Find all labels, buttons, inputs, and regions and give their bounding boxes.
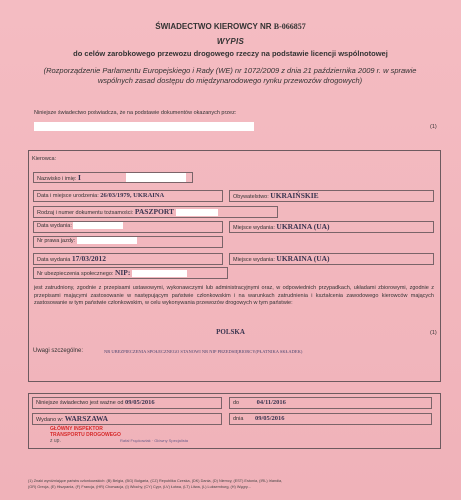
valid-from-row: [32, 397, 222, 409]
issued-place-label: Wydano w:: [36, 417, 64, 423]
redacted-company: [34, 122, 254, 131]
redacted-nip: [132, 270, 187, 277]
valid-from-label: Niniejsze świadectwo jest ważne od: [36, 400, 124, 406]
license-number-label: Nr prawa jazdy:: [37, 238, 76, 244]
driver-name-label: Nazwisko i imię:: [37, 176, 77, 182]
valid-to-value: 04/11/2016: [256, 399, 286, 406]
stamp-line-1: GŁÓWNY INSPEKTOR: [50, 426, 103, 432]
issued-date-label: dnia: [233, 416, 244, 422]
nationality-row: [229, 190, 434, 202]
title-text: ŚWIADECTWO KIEROWCY NR: [155, 22, 272, 31]
remarks-label: Uwagi szczególne:: [33, 348, 84, 354]
redacted-driver-name: [126, 173, 186, 182]
license-place-value: UKRAINA (UA): [276, 254, 330, 263]
identity-doc-value: PASZPORT: [134, 207, 175, 216]
doc-issue-place-value: UKRAINA (UA): [276, 222, 330, 231]
driver-section-box: [28, 150, 441, 382]
identity-doc-label: Rodzaj i numer dokumentu tożsamości:: [37, 210, 134, 216]
doc-issue-label: Data wydania:: [37, 223, 72, 229]
certify-text: Niniejsze świadectwo poświadcza, że na podstawie dokumentów okazanych przez:: [34, 110, 237, 116]
doc-issue-place-label: Miejsce wydania:: [233, 225, 275, 231]
regulation-reference: (Rozporządzenie Parlamentu Europejskiego i Rady (WE) nr 1072/2009 z dnia 21 października 2009 r. w sprawie wspólnych zasad dostępu do międzynarodowego rynku przewozów drogowych): [43, 66, 417, 85]
birth-value: 26/03/1979, UKRAINA: [100, 192, 165, 199]
issued-date-row: [229, 413, 432, 425]
insurance-value: NIP:: [114, 268, 131, 277]
license-number-row: [33, 236, 223, 248]
stamp-line-2: TRANSPORTU DROGOWEGO: [50, 432, 121, 438]
doc-issue-place-row: [229, 221, 434, 233]
license-issue-value: 17/03/2012: [71, 254, 107, 263]
redacted-license-number: [77, 237, 137, 244]
valid-to-row: [229, 397, 432, 409]
doc-issue-row: [33, 221, 223, 233]
driver-name-value: I: [77, 173, 81, 182]
certificate-title: [0, 22, 461, 31]
footnote-mark-2: (1): [430, 330, 437, 336]
license-place-label: Miejsce wydania:: [233, 257, 275, 263]
signature-note: Rafał Frąckowiak · Główny Specjalista: [120, 438, 189, 443]
certificate-subtitle: WYPIS: [216, 37, 245, 46]
license-issue-label: Data wydania: [37, 257, 71, 263]
insurance-row: [33, 267, 228, 279]
identity-doc-row: [33, 206, 278, 218]
redacted-issue-date: [73, 222, 123, 229]
footer-notes: [28, 478, 439, 490]
country-value: POLSKA: [216, 328, 245, 336]
valid-from-value: 09/05/2016: [124, 399, 155, 406]
insurance-label: Nr ubezpieczenia społecznego:: [37, 271, 114, 277]
issued-place-value: WARSZAWA: [64, 414, 109, 423]
footer-line-2: (GR) Grecja, (E) Hiszpania, (F) Francja, (HR) Chorwacja, (I) Włochy, (CY) Cypr, (LV) Łotwa, (LT) Litwa, (L) Luksemburg, (H) Węgry...: [28, 485, 251, 489]
license-issue-row: [33, 253, 223, 265]
driver-heading: Kierowca:: [32, 156, 57, 162]
employment-statement: jest zatrudniony, zgodnie z przepisami ustawowymi, wykonawczymi lub administracyjnymi oraz, w odpowiednich przypadkach, układami zbiorowymi, zgodnie z przepisami mającymi zastosowanie w następującym państwie członkowskim i na warunkach zatrudnienia i kształcenia zawodowego kierowców mających zastosowanie w tym państwie członkowskim, w celu wykonywania przewozów drogowych w tym państwie:: [34, 285, 434, 306]
valid-to-label: do: [233, 400, 240, 406]
footer-line-1: (1) Znaki wyróżniające państw członkowskich: (B) Belgia, (BG) Bułgaria, (CZ) Republika Czeska, (DK) Dania, (D) Niemcy, (EST) Estonia, (IRL) Irlandia,: [28, 479, 283, 483]
redacted-passport-number: [176, 209, 218, 216]
certificate-number: B-066857: [273, 22, 306, 31]
issued-place-row: [32, 413, 222, 425]
issued-date-value: 09/05/2016: [254, 415, 285, 422]
nationality-label: Obywatelstwo:: [233, 194, 269, 200]
nationality-value: UKRAIŃSKIE: [270, 191, 319, 200]
remarks-value: NR UBEZPIECZENIA SPOŁECZNEGO STANOWI NR NIP PRZEDSIĘBIORCY(PŁATNIKA SKŁADEK): [104, 349, 303, 354]
certificate-purpose: do celów zarobkowego przewozu drogowego rzeczy na podstawie licencji wspólnotowej: [73, 49, 388, 58]
license-place-row: [229, 253, 434, 265]
birth-row: [33, 190, 223, 202]
footnote-mark: (1): [430, 124, 437, 130]
stamp-line-3: z up.: [50, 438, 61, 444]
official-stamp: [50, 426, 121, 444]
birth-label: Data i miejsce urodzenia:: [37, 193, 99, 199]
